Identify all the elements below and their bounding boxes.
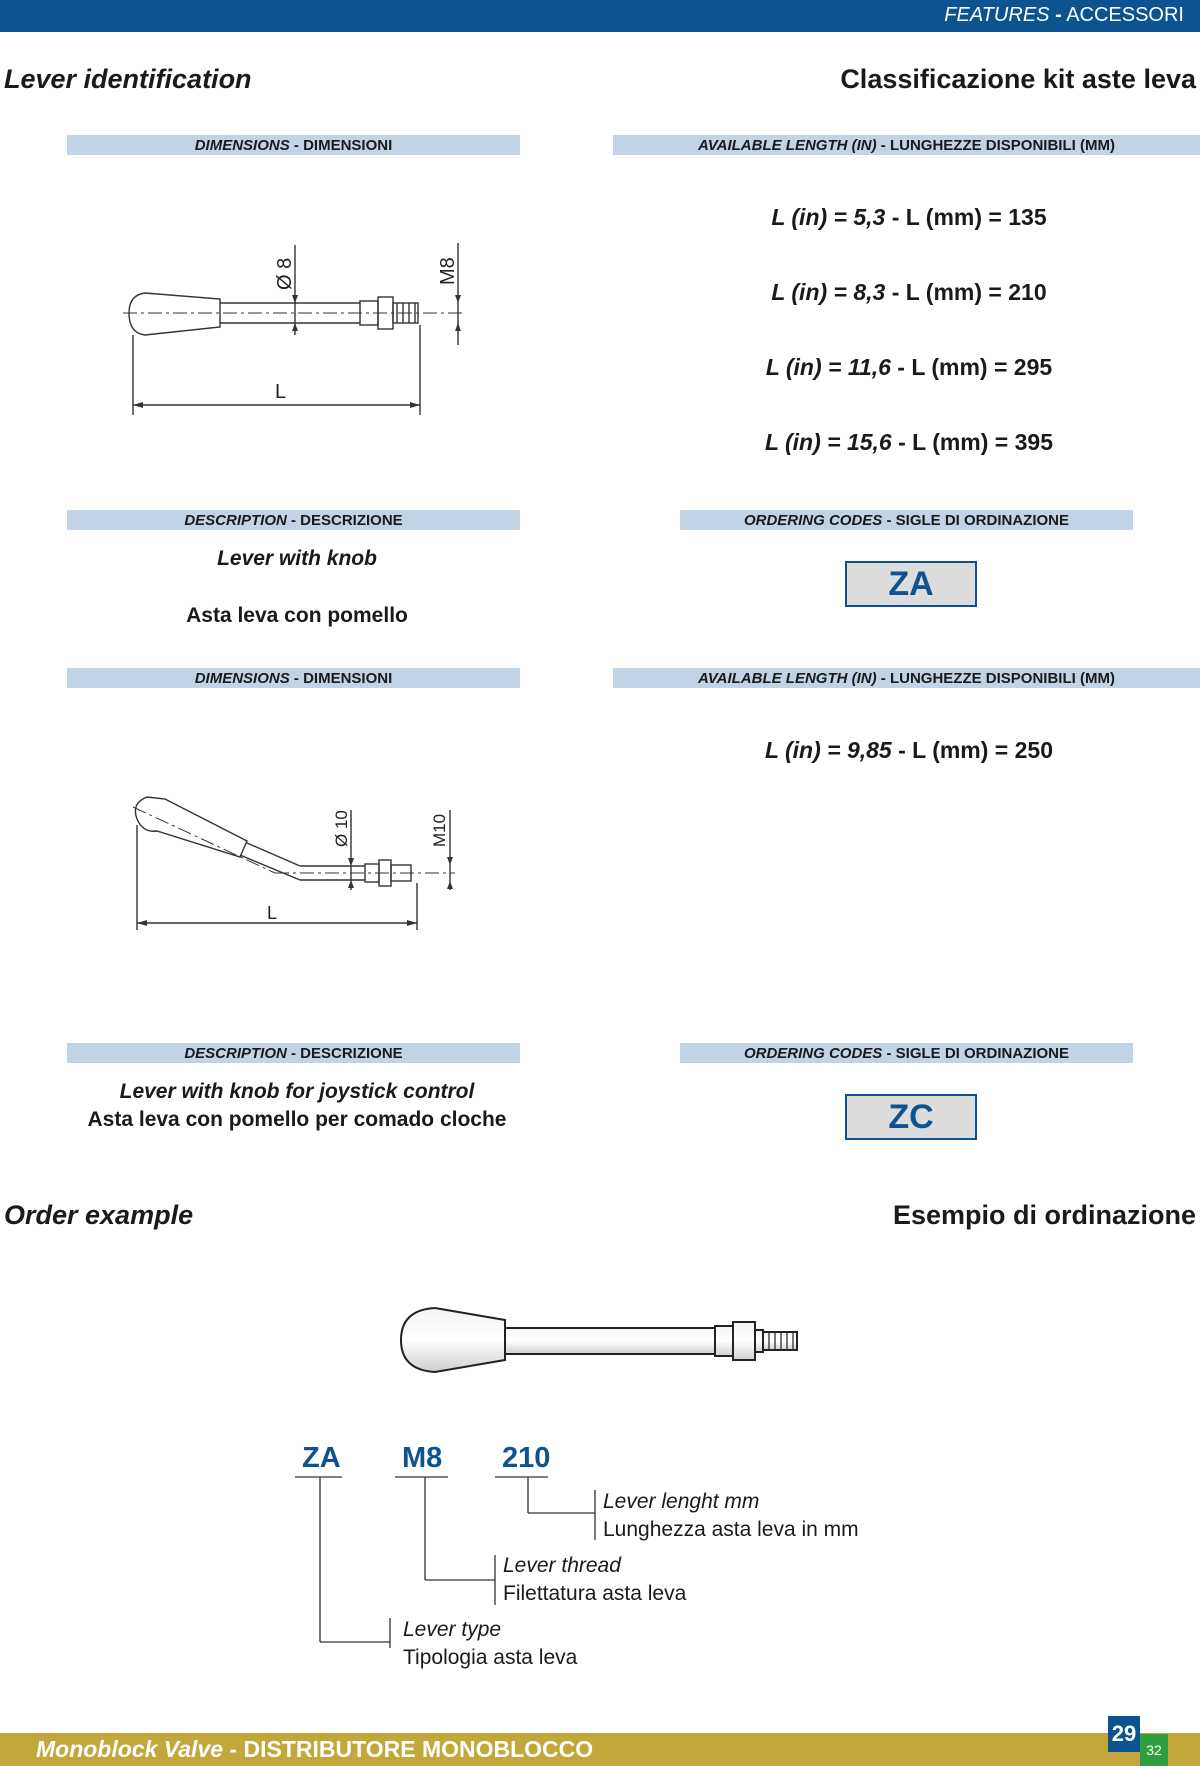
order-code-m8: M8	[402, 1442, 443, 1474]
length-option-4: L (in) = 15,6 - L (mm) = 395	[764, 429, 1054, 455]
length-option-3: L (in) = 11,6 - L (mm) = 295	[765, 354, 1053, 380]
title-lever-identification: Lever identification	[4, 64, 252, 94]
order-code-za: ZA	[302, 1442, 341, 1474]
dimensions-bar-2: DIMENSIONS - DIMENSIONI	[67, 668, 520, 688]
description-en-1: Lever with knob	[217, 547, 377, 570]
description-bar-1: DESCRIPTION - DESCRIZIONE	[67, 510, 520, 530]
order-label-length: Lever lenght mm Lunghezza asta leva in mm	[603, 1490, 859, 1541]
title-esempio-ordinazione: Esempio di ordinazione	[892, 1200, 1196, 1230]
header-bar	[0, 0, 1200, 32]
order-code-210: 210	[502, 1442, 551, 1474]
dim-dia-8: Ø 8	[274, 257, 296, 290]
available-length-bar-1: AVAILABLE LENGTH (IN) - LUNGHEZZE DISPONIBILI (MM)	[613, 135, 1200, 155]
dim-length-l-2: L	[267, 903, 278, 923]
lever-photo	[395, 1300, 815, 1380]
footer-bar	[0, 1733, 1200, 1766]
dimensions-bar-1: DIMENSIONS - DIMENSIONI	[67, 135, 520, 155]
lever-drawing-bent	[125, 785, 465, 935]
title-classificazione: Classificazione kit aste leva	[840, 64, 1196, 94]
length-option-2: L (in) = 8,3 - L (mm) = 210	[771, 279, 1047, 305]
dim-dia-10: Ø 10	[332, 810, 351, 847]
order-label-type: Lever type Tipologia asta leva	[403, 1618, 578, 1669]
ordering-codes-bar-2: ORDERING CODES - SIGLE DI ORDINAZIONE	[680, 1043, 1133, 1063]
description-it-1: Asta leva con pomello	[186, 604, 408, 627]
lever-drawing-straight	[115, 235, 475, 415]
dim-thread-m10: M10	[430, 813, 449, 847]
page-number-secondary: 32	[1140, 1734, 1168, 1766]
description-en-2: Lever with knob for joystick control	[119, 1080, 475, 1103]
description-bar-2: DESCRIPTION - DESCRIZIONE	[67, 1043, 520, 1063]
dim-thread-m8: M8	[437, 257, 459, 285]
footer-title: Monoblock Valve - DISTRIBUTORE MONOBLOCCO	[36, 1736, 594, 1762]
page-number: 29	[1108, 1716, 1140, 1752]
order-label-thread: Lever thread Filettatura asta leva	[503, 1554, 687, 1605]
ordering-code-zc: ZC	[845, 1094, 977, 1140]
length-option-1: L (in) = 5,3 - L (mm) = 135	[771, 204, 1047, 230]
header-title: FEATURES - ACCESSORI	[944, 4, 1184, 26]
ordering-code-za: ZA	[845, 561, 977, 607]
title-order-example: Order example	[4, 1200, 194, 1230]
available-length-bar-2: AVAILABLE LENGTH (IN) - LUNGHEZZE DISPONIBILI (MM)	[613, 668, 1200, 688]
description-it-2: Asta leva con pomello per comado cloche	[87, 1108, 507, 1131]
length-option-zc: L (in) = 9,85 - L (mm) = 250	[764, 737, 1054, 763]
dim-length-l: L	[275, 381, 287, 403]
ordering-codes-bar-1: ORDERING CODES - SIGLE DI ORDINAZIONE	[680, 510, 1133, 530]
